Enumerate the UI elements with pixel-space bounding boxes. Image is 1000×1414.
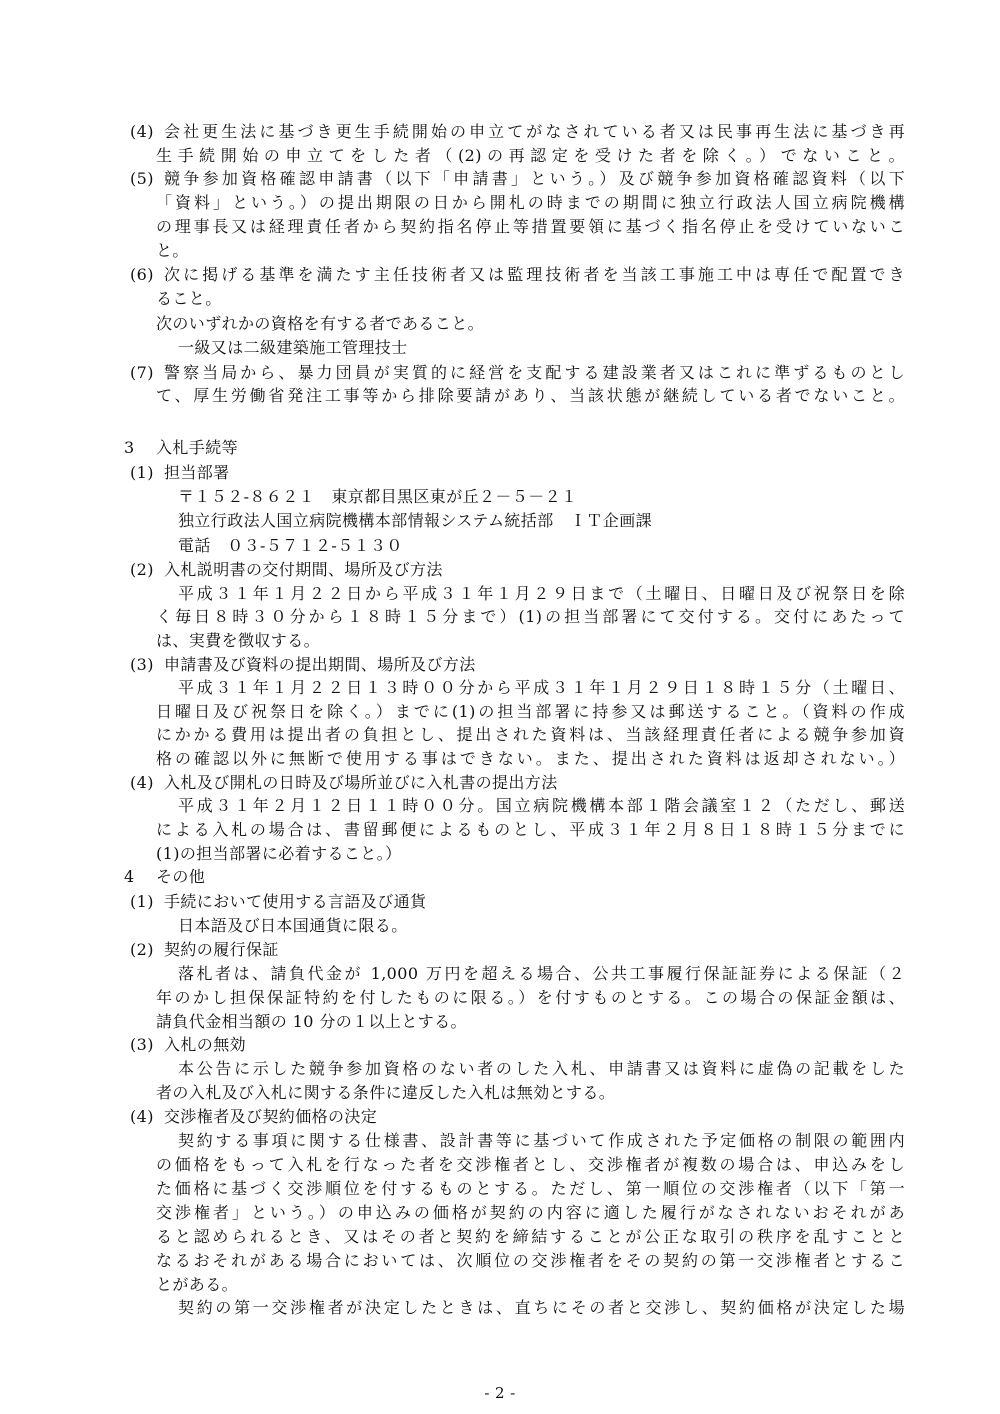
item-number: (5) [130,169,154,188]
item-number: (6) [130,265,154,284]
text-line: 交渉権者及び契約価格の決定 [164,1107,378,1126]
text-line: 競争参加資格確認申請書（以下「申請書」という。）及び競争参加資格確認資料（以下 [164,169,905,188]
item-number: (4) [130,122,154,141]
text-line: 格の確認以外に無断で使用する事はできない。また、提出された資料は返却されない。） [156,749,905,768]
text-line: 平成３１年２月１２日１１時００分。国立病院機構本部１階会議室１２（ただし、郵送 [178,796,905,815]
text-line: 平成３１年１月２２日から平成３１年１月２９日まで（土曜日、日曜日及び祝祭日を除 [178,584,905,603]
text-line: 入札手続等 [156,438,239,457]
item-number: 4 [124,867,135,886]
text-line: 契約の第一交渉権者が決定したときは、直ちにその者と交渉し、契約価格が決定した場 [178,1298,905,1317]
text-line: 「資料」という。）の提出期限の日から開札の時までの期間に独立行政法人国立病院機構 [156,193,905,212]
text-line: く毎日８時３０分から１８時１５分まで）(1)の担当部署にて交付する。交付にあたって [156,607,905,626]
item-number: (2) [130,940,154,959]
text-line: なるおそれがある場合においては、次順位の交渉権者をその契約の第一交渉権者とするこ [156,1251,905,1270]
text-line: 手続において使用する言語及び通貨 [164,892,427,911]
text-line: 本公告に示した競争参加資格のない者のした入札、申請書又は資料に虚偽の記載をした [178,1059,905,1078]
text-line: にかかる費用は提出者の負担とし、提出された資料は、当該経理責任者による競争参加資 [156,725,905,744]
text-line: 契約する事項に関する仕様書、設計書等に基づいて作成された予定価格の制限の範囲内 [178,1131,905,1150]
text-line: は、実費を徴収する。 [156,631,321,650]
text-line: と。 [156,241,189,260]
text-line: 一級又は二級建築施工管理技士 [178,338,408,357]
text-line: による入札の場合は、書留郵便によるものとし、平成３１年２月８日１８時１５分までに [156,820,905,839]
text-line: た価格に基づく交渉順位を付するものとする。ただし、第一順位の交渉権者（以下「第一 [156,1179,905,1198]
text-line: 者の入札及び入札に関する条件に違反した入札は無効とする。 [156,1083,616,1102]
text-line: 次に掲げる基準を満たす主任技術者又は監理技術者を当該工事施工中は専任で配置でき [164,265,905,284]
text-line: 会社更生法に基づき更生手続開始の申立てがなされている者又は民事再生法に基づき再 [164,122,905,141]
text-line: 日曜日及び祝祭日を除く。）までに(1)の担当部署に持参又は郵送すること。（資料の作成 [156,702,905,721]
text-line: その他 [156,867,206,886]
item-number: (3) [130,1035,154,1054]
text-line: 入札及び開札の日時及び場所並びに入札書の提出方法 [164,773,558,792]
text-line: の価格をもって入札を行なった者を交渉権者とし、交渉権者が複数の場合は、申込みをし [156,1155,905,1174]
text-line: 担当部署 [164,463,230,482]
text-line: 警察当局から、暴力団員が実質的に経営を支配する建設業者又はこれに準ずるものとし [164,363,905,382]
item-number: 3 [124,438,135,457]
page-number: - 2 - [484,1384,516,1402]
text-line: 平成３１年１月２２日１３時００分から平成３１年１月２９日１８時１５分（土曜日、 [178,678,905,697]
text-line: の理事長又は経理責任者から契約指名停止等措置要領に基づく指名停止を受けていないこ [156,217,905,236]
item-number: (1) [130,463,154,482]
text-line: て、厚生労働省発注工事等から排除要請があり、当該状態が継続している者でないこと。 [156,386,905,405]
item-number: (4) [130,1107,154,1126]
text-line: ること。 [156,289,222,308]
text-line: 落札者は、請負代金が 1,000 万円を超える場合、公共工事履行保証証券による保証（２ [178,964,905,983]
text-line: 電話 ０３-５７１２-５１３０ [178,536,403,555]
text-line: 生手続開始の申立てをした者（(2)の再認定を受けた者を除く。）でないこと。 [156,146,905,165]
text-line: 年のかし担保保証特約を付したものに限る。）を付すものとする。この場合の保証金額は、 [156,988,905,1007]
item-number: (3) [130,655,154,674]
text-line: 日本語及び日本国通貨に限る。 [178,916,408,935]
text-line: 〒１５２-８６２１ 東京都目黒区東が丘２－５－２１ [178,487,578,506]
text-line: 独立行政法人国立病院機構本部情報システム統括部 ＩＴ企画課 [178,511,653,530]
item-number: (7) [130,363,154,382]
text-line: ると認められるとき、又はその者と契約を締結することが公正な取引の秩序を乱すことと [156,1227,905,1246]
text-line: 契約の履行保証 [164,940,279,959]
text-line: 次のいずれかの資格を有する者であること。 [156,314,485,333]
text-line: 交渉権者」という。）の申込みの価格が契約の内容に適した履行がなされないおそれがあ [156,1203,905,1222]
item-number: (1) [130,892,154,911]
text-line: 入札説明書の交付期間、場所及び方法 [164,560,443,579]
text-line: とがある。 [156,1275,239,1294]
item-number: (2) [130,560,154,579]
text-line: 請負代金相当額の 10 分の１以上とする。 [156,1012,467,1031]
item-number: (4) [130,773,154,792]
text-line: (1)の担当部署に必着すること。） [156,844,402,863]
text-line: 入札の無効 [164,1035,247,1054]
text-line: 申請書及び資料の提出期間、場所及び方法 [164,655,476,674]
